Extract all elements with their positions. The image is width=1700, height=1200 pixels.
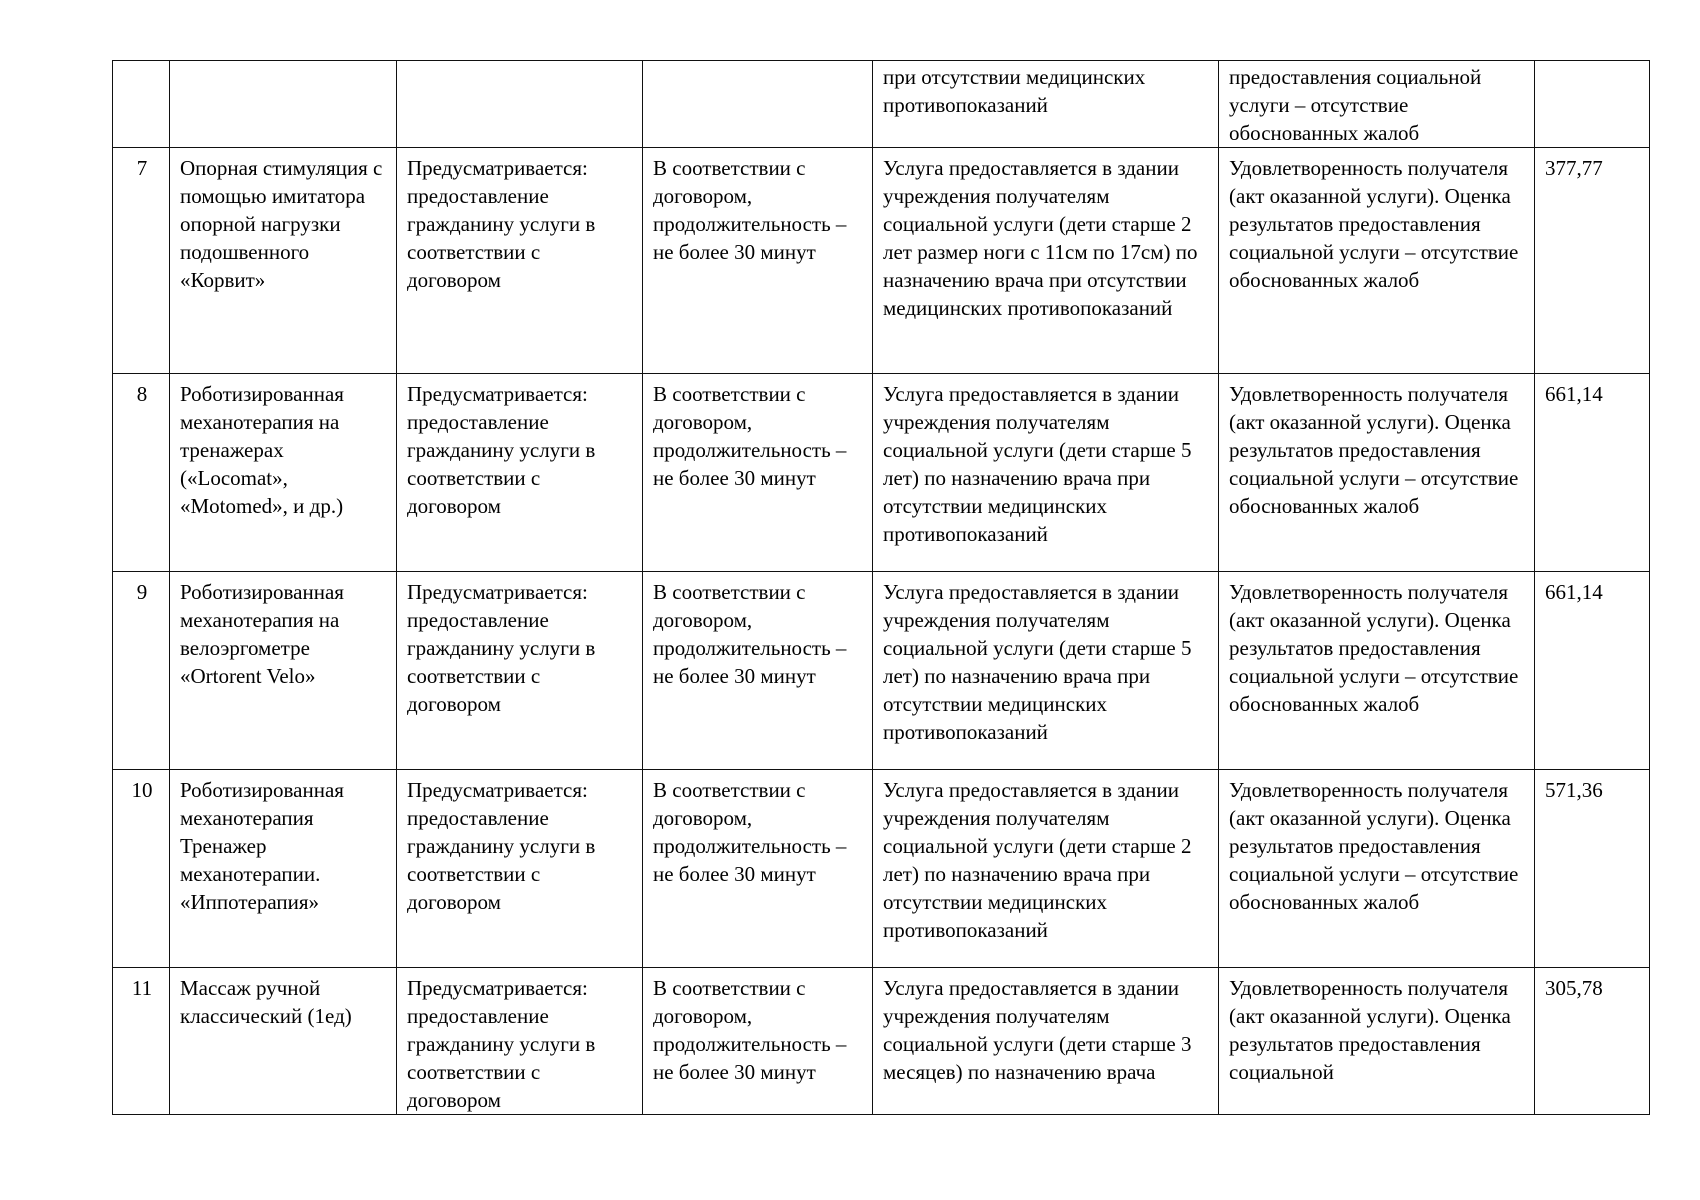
service-name-cell: Роботизированная механотерапия Тренажер механотерапии. «Иппотерапия» xyxy=(170,770,397,968)
service-content-cell: Предусматривается: предоставление гражданину услуги в соответствии с договором xyxy=(397,148,643,374)
service-content-cell: Предусматривается: предоставление гражданину услуги в соответствии с договором xyxy=(397,572,643,770)
row-number-cell: 10 xyxy=(113,770,170,968)
row-number-cell xyxy=(113,61,170,148)
service-conditions-cell: Услуга предоставляется в здании учреждения получателям социальной услуги (дети старше 3 месяцев) по назначению врача xyxy=(873,968,1219,1115)
service-price-cell: 305,78 xyxy=(1535,968,1650,1115)
service-conditions-cell: Услуга предоставляется в здании учреждения получателям социальной услуги (дети старше 5 лет) по назначению врача при отсутствии медицинских противопоказаний xyxy=(873,374,1219,572)
service-conditions-cell: при отсутствии медицинских противопоказаний xyxy=(873,61,1219,148)
row-number-cell: 11 xyxy=(113,968,170,1115)
row-number-cell: 7 xyxy=(113,148,170,374)
service-terms-cell xyxy=(643,61,873,148)
service-indicators-cell: Удовлетворенность получателя (акт оказанной услуги). Оценка результатов предоставления социальной услуги – отсутствие обоснованных жалоб xyxy=(1219,770,1535,968)
service-terms-cell: В соответствии с договором, продолжительность – не более 30 минут xyxy=(643,770,873,968)
service-terms-cell: В соответствии с договором, продолжительность – не более 30 минут xyxy=(643,968,873,1115)
services-table xyxy=(112,60,1650,1115)
service-content-cell: Предусматривается: предоставление гражданину услуги в соответствии с договором xyxy=(397,968,643,1115)
service-conditions-cell: Услуга предоставляется в здании учреждения получателям социальной услуги (дети старше 2 лет) по назначению врача при отсутствии медицинских противопоказаний xyxy=(873,770,1219,968)
service-price-cell: 661,14 xyxy=(1535,374,1650,572)
service-conditions-cell: Услуга предоставляется в здании учреждения получателям социальной услуги (дети старше 2 лет размер ноги с 11см по 17см) по назначению врача при отсутствии медицинских противопоказаний xyxy=(873,148,1219,374)
table-row xyxy=(113,148,1650,374)
table-row xyxy=(113,770,1650,968)
service-indicators-cell: Удовлетворенность получателя (акт оказанной услуги). Оценка результатов предоставления социальной услуги – отсутствие обоснованных жалоб xyxy=(1219,374,1535,572)
service-name-cell xyxy=(170,61,397,148)
table-row xyxy=(113,572,1650,770)
service-name-cell: Роботизированная механотерапия на велоэргометре «Ortorent Velo» xyxy=(170,572,397,770)
service-price-cell: 377,77 xyxy=(1535,148,1650,374)
service-indicators-cell: Удовлетворенность получателя (акт оказанной услуги). Оценка результатов предоставления социальной услуги – отсутствие обоснованных жалоб xyxy=(1219,148,1535,374)
service-terms-cell: В соответствии с договором, продолжительность – не более 30 минут xyxy=(643,148,873,374)
service-terms-cell: В соответствии с договором, продолжительность – не более 30 минут xyxy=(643,374,873,572)
row-number-cell: 9 xyxy=(113,572,170,770)
service-content-cell xyxy=(397,61,643,148)
row-number-cell: 8 xyxy=(113,374,170,572)
service-price-cell xyxy=(1535,61,1650,148)
service-name-cell: Массаж ручной классический (1ед) xyxy=(170,968,397,1115)
table-row xyxy=(113,968,1650,1115)
service-price-cell: 571,36 xyxy=(1535,770,1650,968)
service-indicators-cell: предоставления социальной услуги – отсутствие обоснованных жалоб xyxy=(1219,61,1535,148)
service-conditions-cell: Услуга предоставляется в здании учреждения получателям социальной услуги (дети старше 5 лет) по назначению врача при отсутствии медицинских противопоказаний xyxy=(873,572,1219,770)
service-terms-cell: В соответствии с договором, продолжительность – не более 30 минут xyxy=(643,572,873,770)
service-indicators-cell: Удовлетворенность получателя (акт оказанной услуги). Оценка результатов предоставления социальной услуги – отсутствие обоснованных жалоб xyxy=(1219,572,1535,770)
service-name-cell: Опорная стимуляция с помощью имитатора опорной нагрузки подошвенного «Корвит» xyxy=(170,148,397,374)
service-content-cell: Предусматривается: предоставление гражданину услуги в соответствии с договором xyxy=(397,374,643,572)
service-content-cell: Предусматривается: предоставление гражданину услуги в соответствии с договором xyxy=(397,770,643,968)
service-indicators-cell: Удовлетворенность получателя (акт оказанной услуги). Оценка результатов предоставления социальной xyxy=(1219,968,1535,1115)
service-name-cell: Роботизированная механотерапия на тренажерах («Locomat», «Motomed», и др.) xyxy=(170,374,397,572)
service-price-cell: 661,14 xyxy=(1535,572,1650,770)
table-row xyxy=(113,61,1650,148)
table-row xyxy=(113,374,1650,572)
